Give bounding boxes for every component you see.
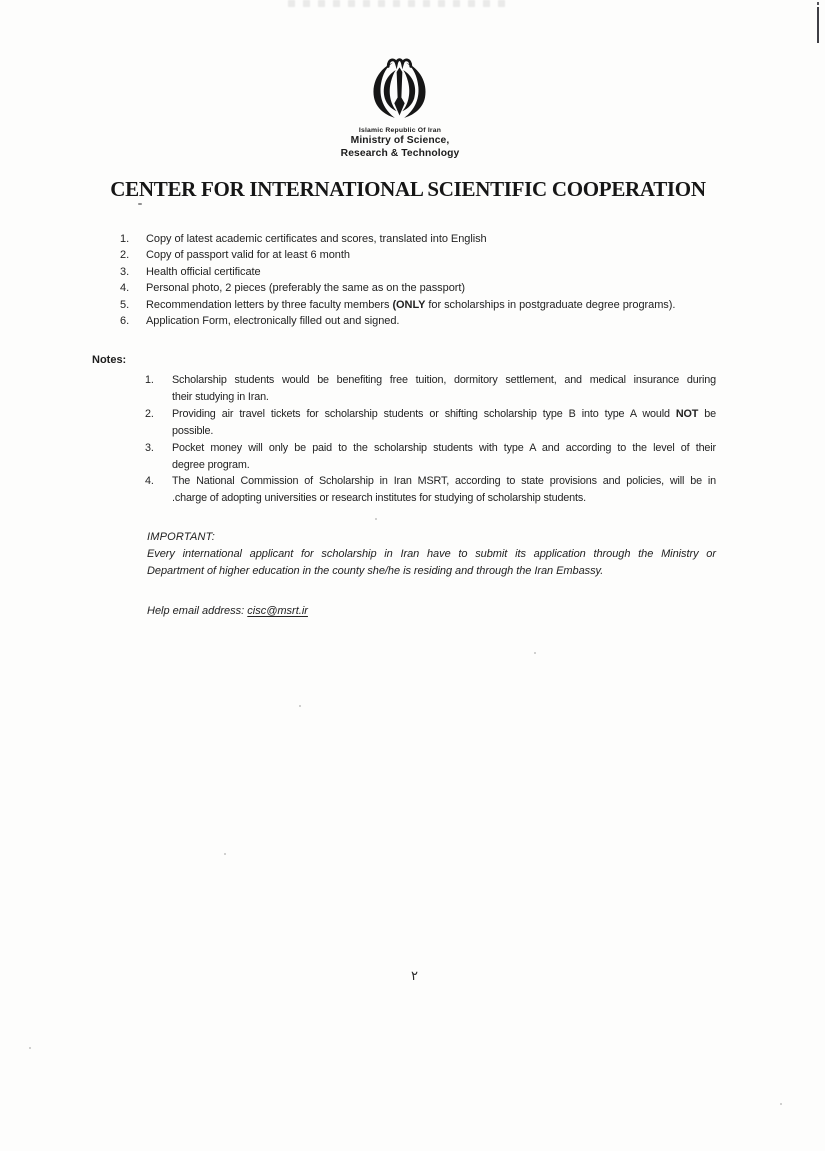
scan-speck [780,1103,782,1105]
help-email-link[interactable]: cisc@msrt.ir [247,605,308,617]
org-country-label: Islamic Republic Of Iran [358,127,442,134]
list-item-number: 6. [120,315,130,328]
list-item-number: 1. [120,233,130,245]
list-item [120,313,726,329]
scan-speck [224,853,226,855]
note-item [145,473,716,507]
note-number: 1. [145,374,154,386]
list-item [120,264,726,280]
scan-artifact-vertical-line [817,7,819,43]
note-text: Scholarship students would be benefiting free tuition, dormitory settlement, and medical insurance during their studying in Iran. [172,374,716,403]
note-item [145,372,716,406]
page-number: ٢ [411,969,418,984]
list-item [120,247,726,263]
note-item [145,440,716,474]
note-item [145,406,716,440]
page-title: CENTER FOR INTERNATIONAL SCIENTIFIC COOPERATION [110,177,706,201]
notes-heading: Notes: [92,354,127,366]
scan-speck [299,705,301,707]
iran-national-emblem-icon [357,56,442,124]
help-email-line [147,604,308,619]
scan-artifact-cutoff-text [288,0,512,7]
notes-list [145,372,716,507]
ministry-name-block [310,126,490,160]
help-email-label: Help email address: [147,605,248,617]
list-item-number: 2. [120,249,130,262]
list-item-text: Personal photo, 2 pieces (preferably the same as on the passport) [146,282,465,295]
org-ministry-line1: Ministry of Science, [350,135,450,146]
note-text: The National Commission of Scholarship in Iran MSRT, according to state provisions and policies, will be in .charge of adopting universities or research institutes for studying of scholarship students. [172,475,716,505]
list-item-text: Health official certificate [146,265,261,278]
scan-speck [375,518,377,520]
list-item-text: Application Form, electronically filled out and signed. [146,315,400,328]
note-text: Pocket money will only be paid to the scholarship students with type A and according to the level of their degree program. [172,441,716,471]
important-paragraph [147,546,716,580]
scan-speck [29,1047,31,1049]
scan-artifact-dot [817,2,819,5]
requirements-list [120,231,726,329]
important-line-1: Every international applicant for scholarship in Iran have to submit its application through the Ministry or [147,548,716,560]
important-heading: IMPORTANT: [147,531,215,543]
list-item-number: 3. [120,265,130,278]
note-text: Providing air travel tickets for scholarship students or shifting scholarship type B into type A would NOT be possible. [172,407,716,437]
list-item-text: Copy of passport valid for at least 6 month [146,249,350,262]
list-item-number: 4. [120,282,130,295]
scan-speck [138,203,142,205]
list-item-text: Copy of latest academic certificates and scores, translated into English [146,233,487,245]
list-item-text: Recommendation letters by three faculty members (ONLY for scholarships in postgraduate degree programs). [146,298,676,311]
note-number: 4. [145,475,154,488]
list-item [120,280,726,296]
list-item [120,297,726,313]
list-item [120,231,726,247]
org-ministry-line2: Research & Technology [340,147,460,159]
note-number: 2. [145,407,154,420]
important-line-2: Department of higher education in the county she/he is residing and through the Iran Embassy. [147,565,604,577]
note-number: 3. [145,441,154,454]
scan-speck [534,652,536,654]
list-item-number: 5. [120,298,130,311]
